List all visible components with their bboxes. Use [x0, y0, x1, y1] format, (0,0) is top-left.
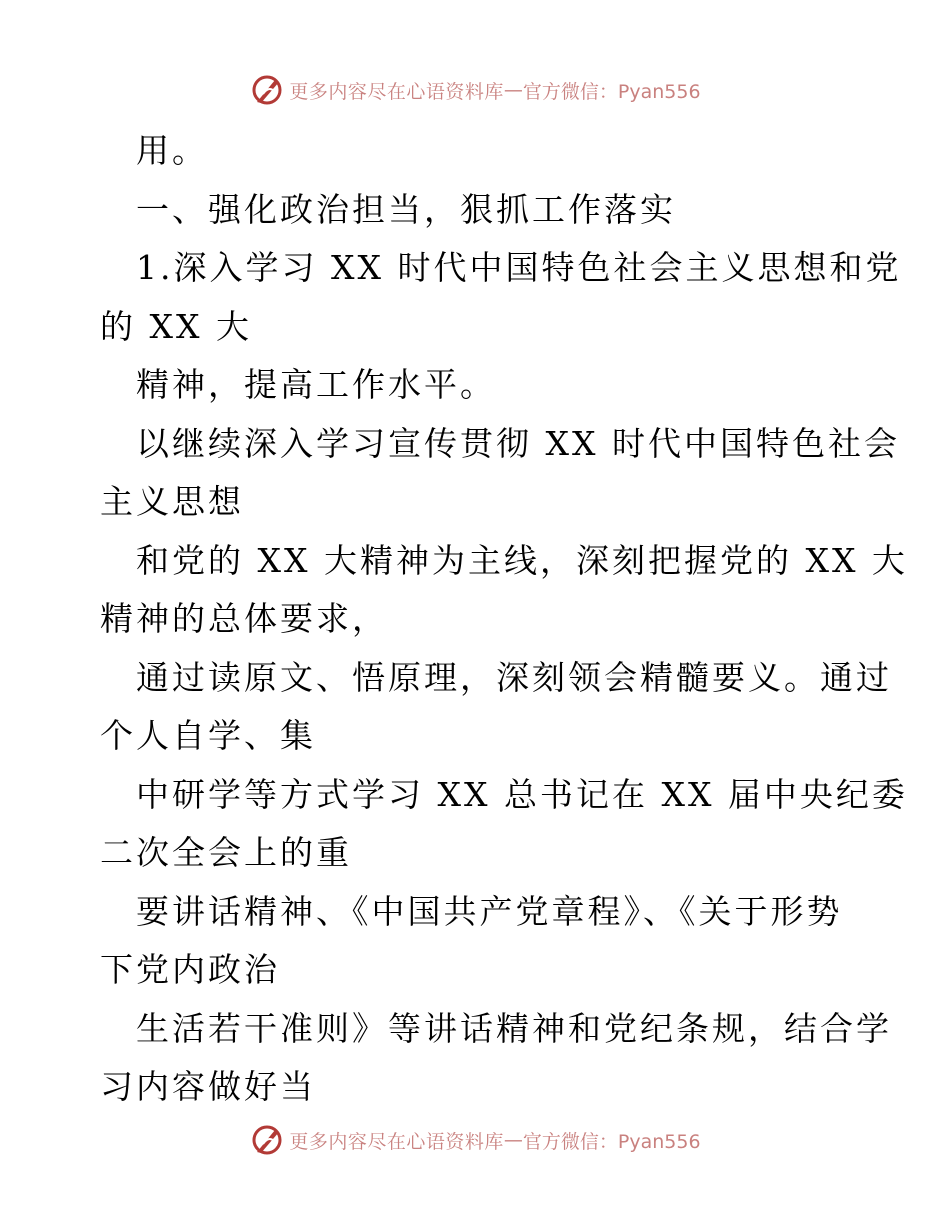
text-line: 精神，提高工作水平。 — [136, 365, 496, 404]
text-line: 用。 — [136, 131, 208, 170]
banner-wechat-text: 官方微信：Pyan556 — [522, 80, 701, 103]
quill-logo-icon — [249, 1122, 285, 1158]
section-heading: 一、强化政治担当，狠抓工作落实 — [136, 189, 676, 229]
text-line: 主义思想 — [100, 482, 244, 521]
text-line: 要讲话精神、《中国共产党章程》、《关于形势 — [136, 891, 843, 931]
footer-banner — [0, 1118, 950, 1162]
banner-dash: — — [503, 79, 523, 101]
subheading-line: 的 XX 大 — [100, 306, 252, 346]
banner-dash: — — [503, 1129, 523, 1151]
text-line: 以继续深入学习宣传贯彻 XX 时代中国特色社会 — [136, 423, 900, 463]
text-line: 中研学等方式学习 XX 总书记在 XX 届中央纪委 — [136, 774, 908, 814]
text-line: 生活若干准则》等讲话精神和党纪条规，结合学 — [136, 1008, 892, 1048]
banner-site-text: 更多内容尽在心语资料库 — [289, 80, 504, 103]
text-line: 和党的 XX 大精神为主线，深刻把握党的 XX 大 — [136, 540, 908, 580]
subheading-line: 1.深入学习 XX 时代中国特色社会主义思想和党 — [136, 248, 902, 287]
quill-logo-icon — [249, 72, 285, 108]
text-line: 通过读原文、悟原理，深刻领会精髓要义。通过 — [136, 657, 892, 697]
text-line: 二次全会上的重 — [100, 833, 352, 872]
text-line: 下党内政治 — [100, 950, 280, 989]
header-banner — [0, 68, 950, 112]
text-line: 习内容做好当 — [100, 1067, 316, 1106]
text-line: 个人自学、集 — [100, 716, 316, 755]
banner-wechat-text: 官方微信：Pyan556 — [522, 1130, 701, 1153]
text-line: 精神的总体要求， — [100, 599, 388, 638]
banner-site-text: 更多内容尽在心语资料库 — [289, 1130, 504, 1153]
document-body — [100, 122, 908, 1117]
